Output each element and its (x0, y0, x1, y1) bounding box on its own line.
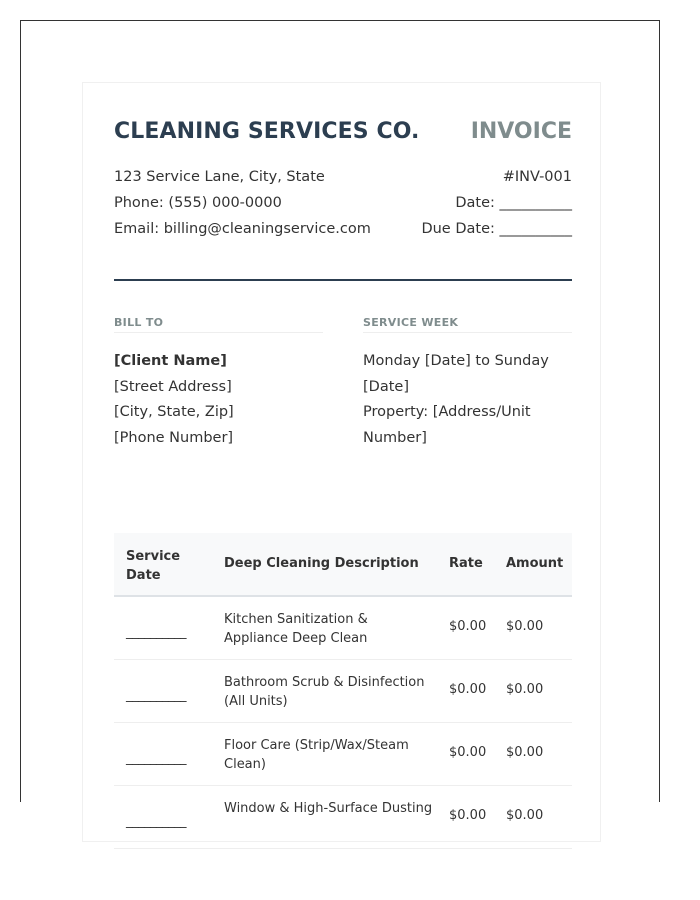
invoice-content (114, 119, 572, 829)
company-phone: Phone: (555) 000-0000 (114, 195, 282, 211)
invoice-due-date: Due Date: __________ (421, 221, 572, 237)
row-rate: $0.00 (449, 745, 487, 760)
invoice-header (114, 119, 572, 281)
client-street: [Street Address] (114, 378, 232, 395)
client-phone: [Phone Number] (114, 430, 234, 447)
row-amount: $0.00 (506, 745, 544, 760)
row-date: __________ (126, 688, 186, 703)
header-rate: Rate (449, 556, 483, 571)
service-range-line2: [Date] (363, 378, 409, 395)
header-amount: Amount (506, 556, 564, 571)
invoice-title: INVOICE (470, 119, 572, 144)
bill-to-heading: BILL TO (114, 316, 323, 333)
row-amount: $0.00 (506, 682, 544, 697)
table-row (114, 597, 572, 660)
company-address: 123 Service Lane, City, State (114, 169, 325, 185)
row-amount: $0.00 (506, 808, 544, 823)
table-row (114, 723, 572, 786)
row-description: Window & High-Surface Dusting (224, 801, 433, 816)
service-range-line1: Monday [Date] to Sunday (363, 353, 549, 369)
property-line2: Number] (363, 430, 427, 447)
service-week-heading: SERVICE WEEK (363, 316, 572, 333)
table-row (114, 660, 572, 723)
property-line1: Property: [Address/Unit (363, 404, 531, 421)
row-rate: $0.00 (449, 808, 487, 823)
service-week-block (363, 349, 573, 452)
header-description: Deep Cleaning Description (224, 556, 419, 571)
client-name: [Client Name] (114, 353, 227, 369)
client-city: [City, State, Zip] (114, 404, 234, 421)
row-description: Bathroom Scrub & Disinfection (All Units) (224, 675, 425, 709)
page-frame (20, 20, 660, 829)
row-rate: $0.00 (449, 619, 487, 634)
row-date: __________ (126, 751, 186, 766)
company-email: Email: billing@cleaningservice.com (114, 221, 371, 237)
company-name: CLEANING SERVICES CO. (114, 119, 420, 144)
row-amount: $0.00 (506, 619, 544, 634)
invoice-date: Date: __________ (455, 195, 572, 211)
row-description: Kitchen Sanitization & Appliance Deep Clean (224, 612, 368, 646)
row-date: __________ (126, 814, 186, 829)
row-rate: $0.00 (449, 682, 487, 697)
header-service-date: Service Date (126, 549, 181, 583)
row-date: __________ (126, 625, 186, 640)
invoice-number: #INV-001 (502, 169, 572, 185)
invoice-sheet (82, 82, 601, 842)
row-description: Floor Care (Strip/Wax/Steam Clean) (224, 738, 409, 772)
table-header (114, 533, 572, 597)
table-row (114, 786, 572, 849)
services-table (114, 533, 572, 849)
bill-to-block (114, 349, 334, 452)
